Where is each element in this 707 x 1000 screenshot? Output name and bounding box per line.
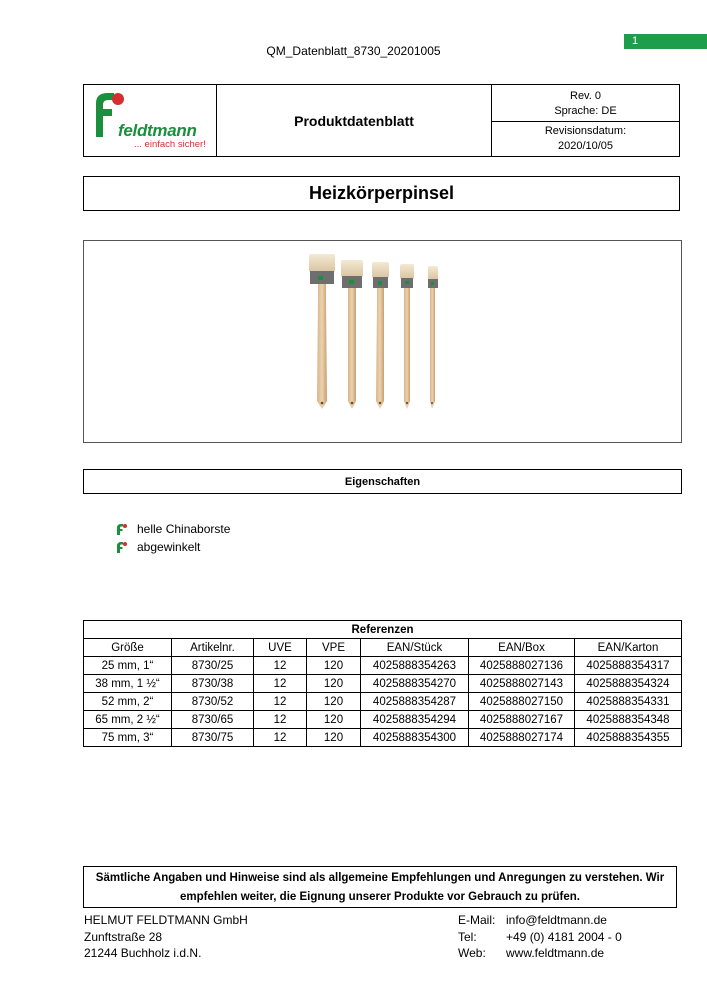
column-header: EAN/Karton xyxy=(575,639,682,657)
revision-info xyxy=(492,85,679,156)
table-cell: 120 xyxy=(307,657,361,675)
disclaimer-line-1: Sämtliche Angaben und Hinweise sind als allgemeine Empfehlungen und Anregungen zu verstehen. Wir xyxy=(95,872,665,884)
table-cell: 8730/38 xyxy=(172,675,254,693)
table-row xyxy=(84,729,682,747)
column-header: UVE xyxy=(254,639,307,657)
web-label: Web: xyxy=(458,946,486,960)
table-cell: 12 xyxy=(254,711,307,729)
phone-label: Tel: xyxy=(458,929,477,944)
table-cell: 4025888027143 xyxy=(469,675,575,693)
city: 21244 Buchholz i.d.N. xyxy=(84,946,202,960)
revision-date-label: Revisionsdatum: xyxy=(544,125,627,137)
page-number-badge: 1 xyxy=(624,34,707,49)
table-cell: 8730/75 xyxy=(172,729,254,747)
table-row xyxy=(84,693,682,711)
company-name: HELMUT FELDTMANN GmbH xyxy=(84,913,248,927)
table-cell: 12 xyxy=(254,657,307,675)
phone-number: +49 (0) 4181 2004 - 0 xyxy=(506,929,622,944)
column-header: VPE xyxy=(307,639,361,657)
table-cell: 4025888354263 xyxy=(361,657,469,675)
table-cell: 4025888354331 xyxy=(575,693,682,711)
table-cell: 4025888354270 xyxy=(361,675,469,693)
brush-set-image xyxy=(294,251,454,416)
revision-number: Rev. 0 xyxy=(570,90,601,102)
list-item xyxy=(115,520,230,538)
email-label: E-Mail: xyxy=(458,913,496,927)
brand-wordmark: feldtmann xyxy=(118,121,197,140)
document-type-title: Produktdatenblatt xyxy=(217,85,492,156)
table-cell: 120 xyxy=(307,729,361,747)
table-cell: 12 xyxy=(254,693,307,711)
table-row xyxy=(84,675,682,693)
column-header: EAN/Box xyxy=(469,639,575,657)
brush-25mm xyxy=(428,266,438,409)
table-cell: 4025888354324 xyxy=(575,675,682,693)
references-caption: Referenzen xyxy=(84,621,682,639)
feldtmann-bullet-icon xyxy=(115,523,127,535)
column-header: EAN/Stück xyxy=(361,639,469,657)
table-cell: 4025888354287 xyxy=(361,693,469,711)
properties-list xyxy=(115,520,230,556)
table-cell: 38 mm, 1 ½“ xyxy=(84,675,172,693)
street: Zunftstraße 28 xyxy=(84,929,163,944)
table-cell: 4025888027136 xyxy=(469,657,575,675)
table-cell: 12 xyxy=(254,729,307,747)
table-cell: 4025888027167 xyxy=(469,711,575,729)
table-cell: 4025888354348 xyxy=(575,711,682,729)
brush-52mm xyxy=(372,262,389,409)
table-row xyxy=(84,657,682,675)
disclaimer-box xyxy=(83,866,677,908)
document-header xyxy=(83,84,680,157)
email-link[interactable]: info@feldtmann.de xyxy=(506,913,607,927)
table-cell: 12 xyxy=(254,675,307,693)
table-cell: 8730/65 xyxy=(172,711,254,729)
list-item xyxy=(115,538,230,556)
table-cell: 4025888354294 xyxy=(361,711,469,729)
company-address xyxy=(84,912,248,962)
product-image xyxy=(83,240,682,443)
revision-date: 2020/10/05 xyxy=(557,140,614,152)
table-cell: 8730/25 xyxy=(172,657,254,675)
properties-heading: Eigenschaften xyxy=(83,469,682,494)
table-cell: 4025888027174 xyxy=(469,729,575,747)
table-cell: 120 xyxy=(307,675,361,693)
table-cell: 120 xyxy=(307,693,361,711)
company-logo xyxy=(84,85,217,156)
references-table xyxy=(83,620,682,747)
document-id: QM_Datenblatt_8730_20201005 xyxy=(266,44,441,58)
table-cell: 52 mm, 2“ xyxy=(84,693,172,711)
disclaimer-line-2: empfehlen weiter, die Eignung unserer Produkte vor Gebrauch zu prüfen. xyxy=(179,891,581,903)
table-cell: 4025888354317 xyxy=(575,657,682,675)
company-contact xyxy=(458,912,622,962)
product-title: Heizkörperpinsel xyxy=(83,176,680,211)
table-cell: 4025888354300 xyxy=(361,729,469,747)
table-header-row xyxy=(84,639,682,657)
table-cell: 120 xyxy=(307,711,361,729)
column-header: Artikelnr. xyxy=(172,639,254,657)
language: Sprache: DE xyxy=(554,105,617,117)
table-cell: 65 mm, 2 ½“ xyxy=(84,711,172,729)
table-row xyxy=(84,711,682,729)
table-cell: 8730/52 xyxy=(172,693,254,711)
table-cell: 25 mm, 1“ xyxy=(84,657,172,675)
feldtmann-bullet-icon xyxy=(115,541,127,553)
column-header: Größe xyxy=(84,639,172,657)
brush-38mm xyxy=(400,264,414,409)
website-link[interactable]: www.feldtmann.de xyxy=(506,946,605,960)
brand-tagline: ... einfach sicher! xyxy=(134,139,206,150)
brush-65mm xyxy=(341,260,363,409)
table-cell: 4025888354355 xyxy=(575,729,682,747)
property-text: abgewinkelt xyxy=(137,540,201,554)
brush-75mm xyxy=(309,254,335,409)
property-text: helle Chinaborste xyxy=(137,522,231,536)
table-cell: 75 mm, 3“ xyxy=(84,729,172,747)
table-cell: 4025888027150 xyxy=(469,693,575,711)
